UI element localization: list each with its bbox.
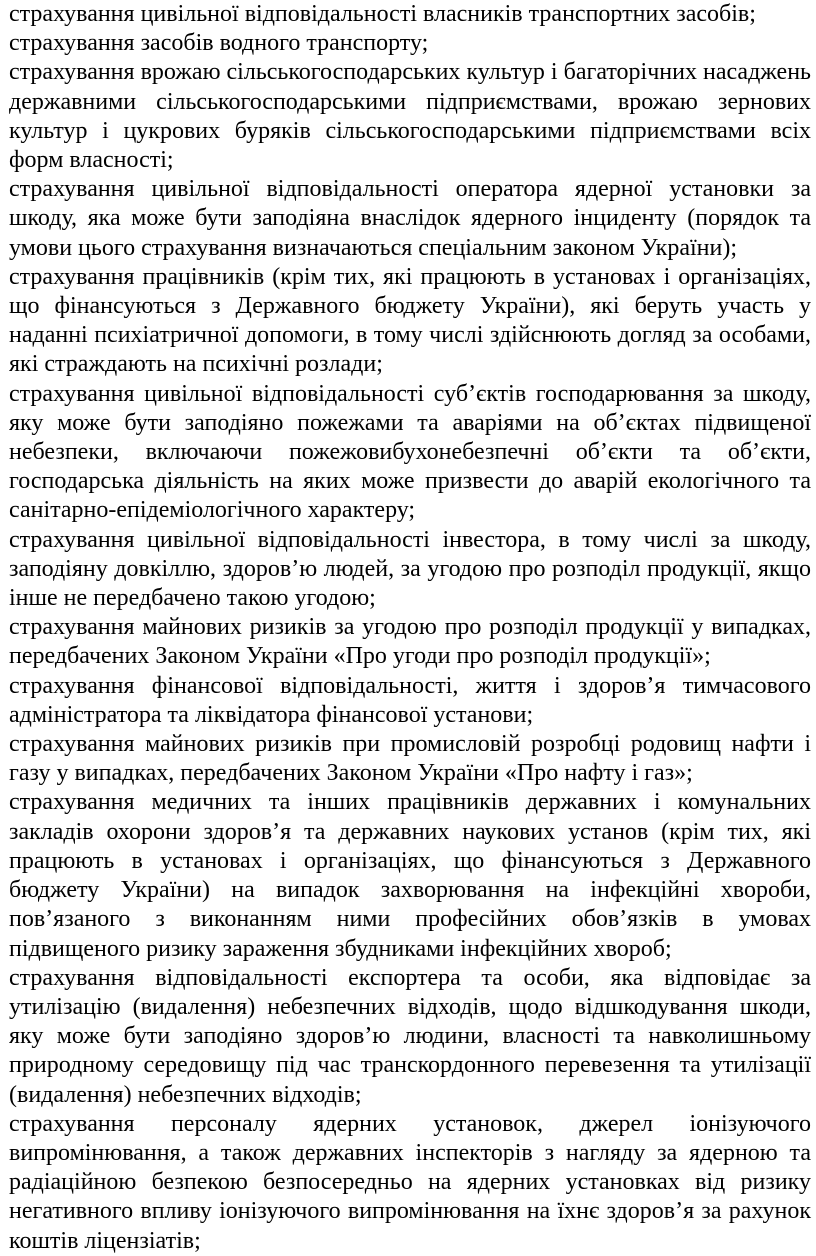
list-item: страхування засобів водного транспорту; xyxy=(9,30,429,57)
list-item: страхування цивільної відповідальності інвестора, в тому числі за шкоду, заподіяну довкіллю, здоров’ю людей, за угодою про розподіл продукції, якщо інше не передбачено такою угодою; xyxy=(9,526,811,612)
document-page xyxy=(9,0,811,1256)
list-item: страхування персоналу ядерних установок, джерел іонізуючого випромінювання, а також державних інспекторів з нагляду за ядерною та радіаційною безпекою безпосередньо на ядерних установках від ризику негативного впливу іонізуючого випромінювання на їхнє здоров’я за рахунок коштів ліцензіатів; xyxy=(9,1110,811,1254)
list-item: страхування майнових ризиків при промисловій розробці родовищ нафти і газу у випадках, передбачених Законом України «Про нафту і газ»; xyxy=(9,731,811,787)
list-item: страхування майнових ризиків за угодою про розподіл продукції у випадках, передбачених Законом України «Про угоди про розподіл продукції»; xyxy=(9,614,811,670)
list-item: страхування цивільної відповідальності власників транспортних засобів; xyxy=(9,1,756,27)
list-item: страхування медичних та інших працівників державних і комунальних закладів охорони здоров’я та державних наукових установ (крім тих, які працюють в установах і організаціях, що фінансуються з Державного бюджету України) на випадок захворювання на інфекційні хвороби, пов’язаного з виконанням ними професійних обов’язків в умовах підвищеного ризику зараження збудниками інфекційних хвороб; xyxy=(9,789,811,962)
list-item: страхування цивільної відповідальності оператора ядерної установки за шкоду, яка може бути заподіяна внаслідок ядерного інциденту (порядок та умови цього страхування визначаються спеціальним законом України); xyxy=(9,176,811,261)
list-item: страхування цивільної відповідальності суб’єктів господарювання за шкоду, яку може бути заподіяно пожежами та аваріями на об’єктах підвищеної небезпеки, включаючи пожежовибухонебезпечні об’єкти та об’єкти, господарська діяльність на яких може призвести до аварій екологічного та санітарно-епідеміологічного характеру; xyxy=(9,380,811,524)
list-item: страхування фінансової відповідальності, життя і здоров’я тимчасового адміністратора та ліквідатора фінансової установи; xyxy=(9,672,811,728)
list-item: страхування відповідальності експортера та особи, яка відповідає за утилізацію (видалення) небезпечних відходів, щодо відшкодування шкоди, яку може бути заподіяно здоров’ю людини, власності та навколишньому природному середовищу під час транскордонного перевезення та утилізації (видалення) небезпечних відходів; xyxy=(9,964,811,1108)
list-item: страхування врожаю сільськогосподарських культур і багаторічних насаджень державними сільськогосподарськими підприємствами, врожаю зернових культур і цукрових буряків сільськогосподарськими підприємствами всіх форм власності; xyxy=(9,59,811,174)
list-item: страхування працівників (крім тих, які працюють в установах і організаціях, що фінансуються з Державного бюджету України), які беруть участь у наданні психіатричної допомоги, в тому числі здійснюють догляд за особами, які страждають на психічні розлади; xyxy=(9,263,811,378)
